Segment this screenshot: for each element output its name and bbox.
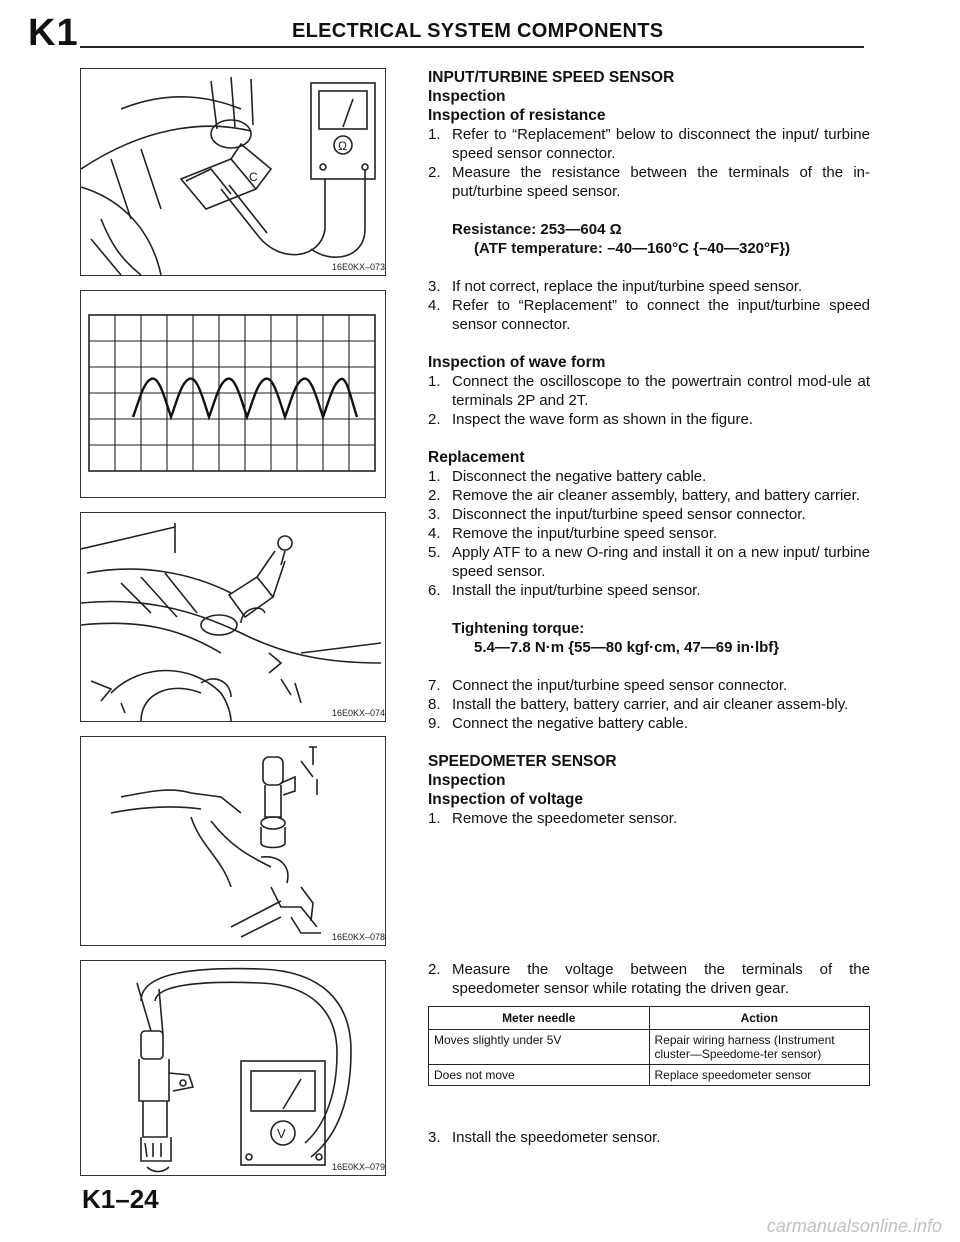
subheading-inspection: Inspection (428, 772, 506, 789)
table-cell: Replace speedometer sensor (649, 1065, 870, 1086)
list-item: 1. Disconnect the negative battery cable. (428, 468, 707, 485)
table-header: Meter needle (429, 1007, 650, 1030)
figure-wave-form (80, 290, 386, 498)
voltmeter-on-speedometer-sensor-icon (81, 961, 385, 1175)
figure-voltage-check (80, 960, 386, 1176)
table-cell: Repair wiring harness (Instrument cluster—Speedome-ter sensor) (649, 1030, 870, 1065)
list-item: 2. Measure the resistance between the terminals of the in-put/turbine speed sensor. (428, 164, 870, 200)
figure-resistance-check (80, 68, 386, 276)
table-row (429, 1065, 870, 1086)
torque-value: 5.4—7.8 N·m {55—80 kgf·cm, 47—69 in·lbf} (474, 639, 780, 656)
watermark: carmanualsonline.info (766, 1216, 942, 1236)
table-cell: Does not move (429, 1065, 650, 1086)
section-heading-speedometer: SPEEDOMETER SENSOR (428, 753, 617, 770)
subheading-replacement: Replacement (428, 449, 525, 466)
list-item: 3. Install the speedometer sensor. (428, 1129, 661, 1146)
table-header: Action (649, 1007, 870, 1030)
page-number: K1–24 (82, 1184, 159, 1214)
figure-code: 16E0KX–073 (328, 262, 385, 272)
list-item: 7. Connect the input/turbine speed sensor connector. (428, 677, 788, 694)
list-item: 1. Refer to “Replacement” below to disconnect the input/ turbine speed sensor connector. (428, 126, 870, 162)
figure-speedometer-sensor-removal (80, 736, 386, 946)
list-item: 2. Remove the air cleaner assembly, battery, and battery carrier. (428, 487, 860, 504)
list-item: 4. Remove the input/turbine speed sensor. (428, 525, 718, 542)
subheading-voltage: Inspection of voltage (428, 791, 584, 808)
figure-code: 16E0KX–078 (328, 932, 385, 942)
figure-code: 16E0KX–074 (328, 708, 385, 718)
list-item: 1. Remove the speedometer sensor. (428, 810, 678, 827)
list-item: 5. Apply ATF to a new O-ring and install it on a new input/ turbine speed sensor. (428, 544, 870, 580)
list-item: 1. Connect the oscilloscope to the powertrain control mod-ule at terminals 2P and 2T. (428, 373, 870, 409)
oscilloscope-wave-form-icon (81, 291, 385, 497)
resistance-spec: Resistance: 253—604 Ω (452, 221, 622, 238)
subheading-inspection: Inspection (428, 88, 506, 105)
list-item: 2. Measure the voltage between the terminals of the speedometer sensor while rotating the driven gear. (428, 961, 870, 997)
torque-label: Tightening torque: (452, 620, 585, 637)
list-item: 8. Install the battery, battery carrier, and air cleaner assem-bly. (428, 696, 849, 713)
subheading-wave-form: Inspection of wave form (428, 354, 606, 371)
section-code: K1 (28, 12, 79, 54)
page-title: ELECTRICAL SYSTEM COMPONENTS (292, 20, 664, 42)
text-column-final (428, 1128, 870, 1147)
list-item: 3. Disconnect the input/turbine speed sensor connector. (428, 506, 806, 523)
list-item: 2. Inspect the wave form as shown in the figure. (428, 411, 753, 428)
figure-code: 16E0KX–079 (328, 1162, 385, 1172)
svg-text:Ω: Ω (338, 139, 347, 153)
subheading-resistance: Inspection of resistance (428, 107, 606, 124)
atf-temperature-spec: (ATF temperature: –40—160°C {–40—320°F}) (474, 240, 791, 257)
list-item: 9. Connect the negative battery cable. (428, 715, 688, 732)
table-header-row (429, 1007, 870, 1030)
voltage-result-table (428, 1006, 870, 1086)
svg-text:C: C (249, 170, 258, 184)
sensor-removal-icon (81, 513, 385, 721)
text-column-bottom (428, 960, 870, 998)
list-item: 3. If not correct, replace the input/turbine speed sensor. (428, 278, 803, 295)
table-row (429, 1030, 870, 1065)
table-cell: Moves slightly under 5V (429, 1030, 650, 1065)
svg-text:V: V (277, 1126, 286, 1141)
text-column-top (428, 68, 870, 828)
list-item: 6. Install the input/turbine speed sensor. (428, 582, 701, 599)
section-heading-input-turbine: INPUT/TURBINE SPEED SENSOR (428, 69, 675, 86)
figure-sensor-removal (80, 512, 386, 722)
ohmmeter-on-sensor-connector-icon (81, 69, 385, 275)
speedometer-sensor-removal-icon (81, 737, 385, 945)
list-item: 4. Refer to “Replacement” to connect the input/turbine speed sensor connector. (428, 297, 870, 333)
header-divider (80, 46, 864, 48)
